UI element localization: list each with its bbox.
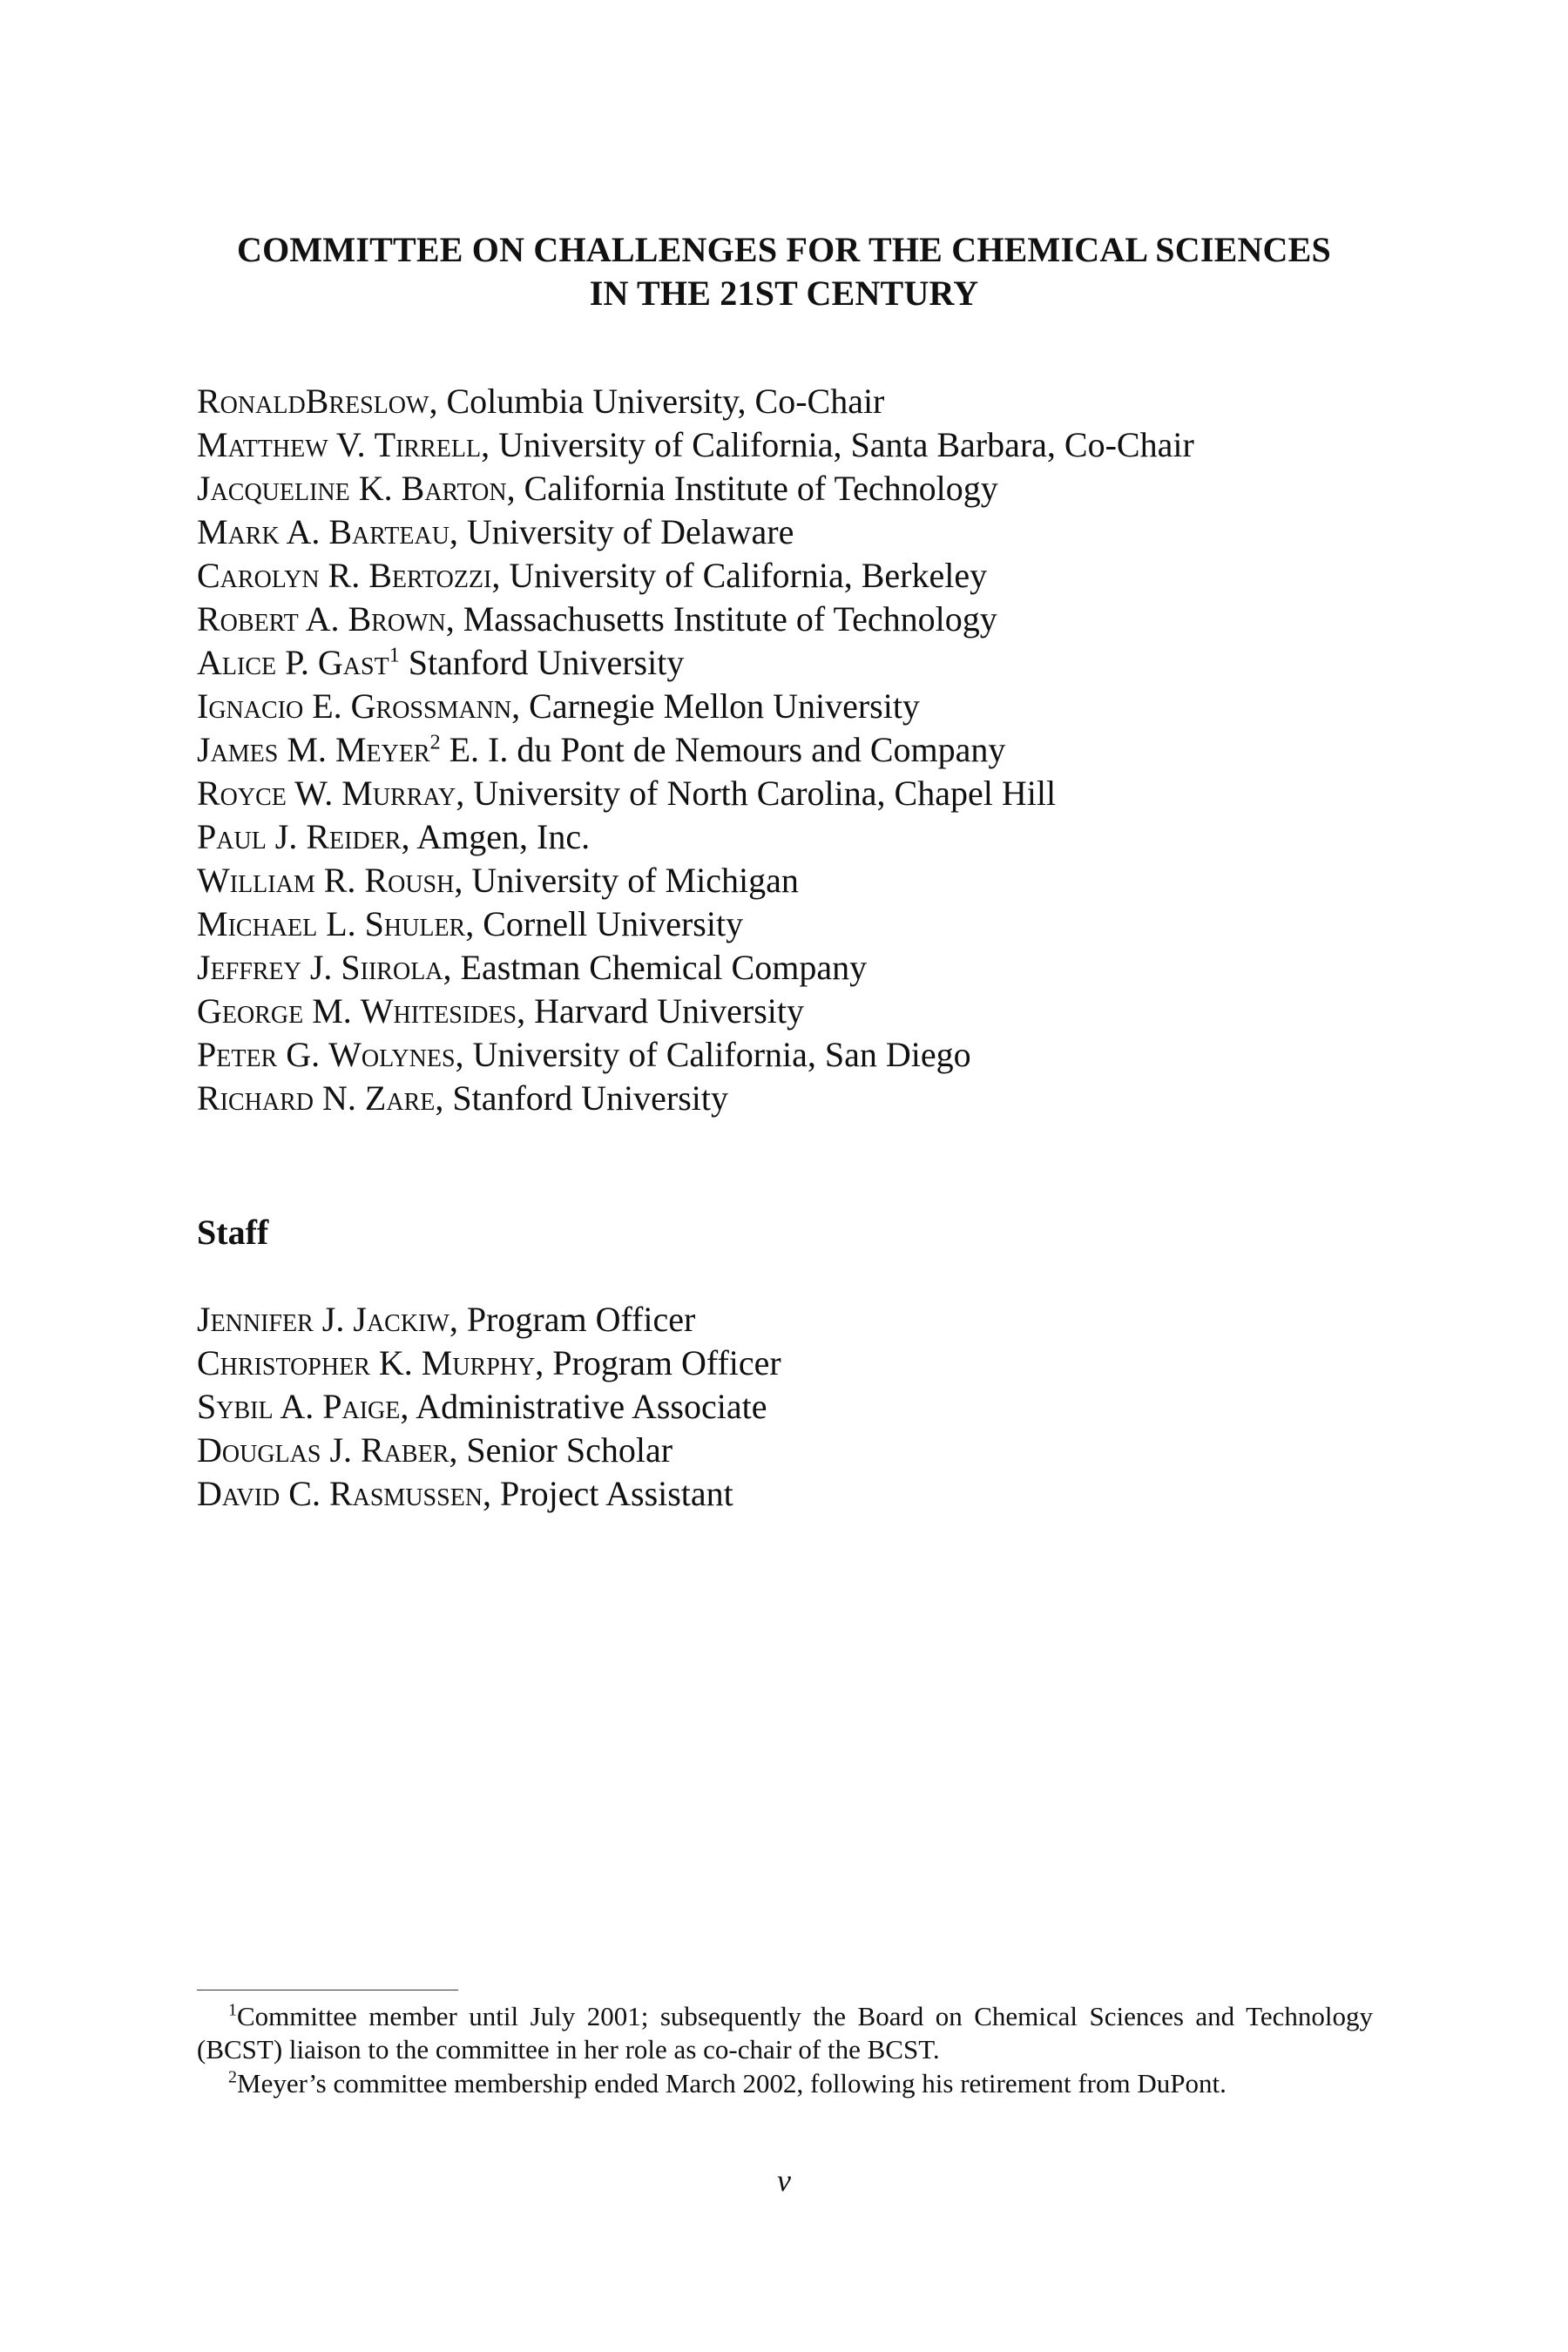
person-first-name: Jacqueline	[197, 469, 350, 508]
person-last-name: Brown	[348, 599, 446, 639]
committee-member	[197, 815, 1416, 859]
person-first-name: Jennifer	[197, 1300, 314, 1339]
person-first-name: Ignacio	[197, 686, 304, 726]
person-affiliation: , California Institute of Technology	[506, 469, 998, 508]
person-affiliation: , Cornell University	[465, 904, 744, 943]
person-middle-initial: J.	[266, 817, 307, 856]
person-middle-initial: M.	[278, 730, 335, 769]
person-affiliation: , Project Assistant	[483, 1474, 733, 1513]
person-affiliation: , Eastman Chemical Company	[443, 948, 868, 987]
person-last-name: Siirola	[341, 948, 443, 987]
person-affiliation: , Carnegie Mellon University	[511, 686, 920, 726]
person-middle-initial: K.	[369, 1343, 422, 1382]
staff-heading: Staff	[197, 1213, 269, 1252]
person-first-name: David	[197, 1474, 280, 1513]
page-number: v	[777, 2163, 791, 2198]
person-middle-initial: J.	[301, 948, 341, 987]
person-last-name: Barteau	[328, 512, 449, 551]
footnote-reference: 1	[389, 644, 400, 667]
footnote-mark: 1	[228, 2000, 237, 2020]
person-middle-initial: R.	[319, 556, 369, 595]
person-first-name: Ronald	[197, 382, 306, 421]
person-first-name: Robert	[197, 599, 299, 639]
person-affiliation: , Harvard University	[517, 991, 805, 1031]
person-middle-initial: P.	[276, 643, 318, 682]
person-last-name: Wolynes	[328, 1035, 456, 1074]
committee-member	[197, 772, 1416, 815]
person-affiliation: , Senior Scholar	[449, 1430, 673, 1470]
person-last-name: Reider	[306, 817, 402, 856]
person-last-name: Tirrell	[374, 425, 482, 464]
person-first-name: Carolyn	[197, 556, 320, 595]
committee-member	[197, 1033, 1416, 1077]
person-affiliation: , Columbia University, Co-Chair	[429, 382, 885, 421]
footnote-2	[197, 2067, 1373, 2100]
person-middle-initial: A.	[273, 1387, 323, 1426]
person-affiliation: , Program Officer	[449, 1300, 696, 1339]
person-middle-initial: N.	[314, 1078, 365, 1118]
person-last-name: Whitesides	[360, 991, 517, 1031]
committee-member	[197, 598, 1416, 641]
person-first-name: Michael	[197, 904, 318, 943]
person-first-name: William	[197, 861, 315, 900]
person-first-name: James	[197, 730, 279, 769]
staff-member	[197, 1342, 1416, 1385]
footnote-mark: 2	[228, 2067, 237, 2087]
person-first-name: George	[197, 991, 304, 1031]
footnote-reference: 2	[429, 731, 441, 754]
person-first-name: Mark	[197, 512, 280, 551]
person-last-name: Raber	[361, 1430, 449, 1470]
person-middle-initial: A.	[279, 512, 329, 551]
person-first-name: Jeffrey	[197, 948, 301, 987]
person-last-name: Shuler	[364, 904, 466, 943]
person-middle-initial: G.	[277, 1035, 329, 1074]
person-middle-initial: E.	[303, 686, 351, 726]
person-last-name: Jackiw	[353, 1300, 449, 1339]
staff-member	[197, 1385, 1416, 1429]
committee-member	[197, 902, 1416, 946]
committee-member	[197, 554, 1416, 598]
person-affiliation: , Program Officer	[535, 1343, 781, 1382]
person-affiliation: , University of North Carolina, Chapel Hill	[456, 774, 1057, 813]
person-middle-initial: R.	[314, 861, 365, 900]
staff-member	[197, 1298, 1416, 1342]
person-affiliation: , University of Delaware	[449, 512, 794, 551]
person-affiliation: , Administrative Associate	[400, 1387, 767, 1426]
committee-member	[197, 728, 1416, 772]
person-affiliation: , University of California, Santa Barbara, Co-Chair	[481, 425, 1194, 464]
committee-member	[197, 510, 1416, 554]
person-middle-initial: M.	[303, 991, 361, 1031]
person-middle-initial: A.	[298, 599, 348, 639]
person-middle-initial: K.	[349, 469, 402, 508]
person-last-name: Barton	[401, 469, 507, 508]
person-last-name: Meyer	[335, 730, 430, 769]
committee-member	[197, 423, 1416, 467]
person-middle-initial: V.	[328, 425, 375, 464]
person-first-name: Matthew	[197, 425, 328, 464]
person-affiliation: , Massachusetts Institute of Technology	[445, 599, 997, 639]
person-last-name: Murphy	[421, 1343, 536, 1382]
person-last-name: Gast	[317, 643, 389, 682]
person-last-name: Rasmussen	[328, 1474, 483, 1513]
person-middle-initial: J.	[313, 1300, 354, 1339]
person-last-name: Bertozzi	[368, 556, 492, 595]
person-middle-initial: J.	[321, 1430, 362, 1470]
person-affiliation: , University of California, Berkeley	[491, 556, 988, 595]
person-last-name: Breslow	[305, 382, 429, 421]
footnote-1	[197, 2000, 1373, 2066]
committee-member	[197, 685, 1416, 728]
committee-member	[197, 946, 1416, 990]
staff-member	[197, 1429, 1416, 1472]
person-last-name: Roush	[364, 861, 455, 900]
person-affiliation: Stanford University	[399, 643, 685, 682]
committee-member-list	[197, 380, 1416, 1120]
person-last-name: Paige	[322, 1387, 401, 1426]
person-first-name: Peter	[197, 1035, 278, 1074]
staff-member	[197, 1472, 1416, 1516]
committee-member	[197, 380, 1416, 423]
person-last-name: Zare	[364, 1078, 436, 1118]
committee-member	[197, 859, 1416, 902]
person-affiliation: , University of Michigan	[454, 861, 799, 900]
person-affiliation: E. I. du Pont de Nemours and Company	[440, 730, 1006, 769]
committee-member	[197, 1077, 1416, 1120]
person-last-name: Grossmann	[350, 686, 512, 726]
person-first-name: Alice	[197, 643, 277, 682]
person-affiliation: , Stanford University	[435, 1078, 728, 1118]
person-last-name: Murray	[341, 774, 456, 813]
footnote-text: Committee member until July 2001; subsequently the Board on Chemical Sciences and Technology (BCST) liaison to the committee in her role as co-chair of the BCST.	[197, 2001, 1373, 2065]
footnote-text: Meyer’s committee membership ended March 2002, following his retirement from DuPont.	[237, 2068, 1227, 2099]
committee-member	[197, 641, 1416, 685]
person-middle-initial: W.	[286, 774, 342, 813]
committee-member	[197, 990, 1416, 1033]
person-first-name: Richard	[197, 1078, 314, 1118]
title-line-2: IN THE 21ST CENTURY	[589, 274, 979, 313]
committee-member	[197, 467, 1416, 510]
person-first-name: Christopher	[197, 1343, 370, 1382]
person-first-name: Douglas	[197, 1430, 321, 1470]
person-middle-initial: C.	[280, 1474, 329, 1513]
person-middle-initial: L.	[317, 904, 365, 943]
title-line-1: COMMITTEE ON CHALLENGES FOR THE CHEMICAL SCIENCES	[237, 230, 1331, 269]
staff-list	[197, 1298, 1416, 1516]
person-first-name: Paul	[197, 817, 267, 856]
person-affiliation: , Amgen, Inc.	[401, 817, 591, 856]
person-first-name: Sybil	[197, 1387, 274, 1426]
person-first-name: Royce	[197, 774, 287, 813]
person-affiliation: , University of California, San Diego	[455, 1035, 971, 1074]
